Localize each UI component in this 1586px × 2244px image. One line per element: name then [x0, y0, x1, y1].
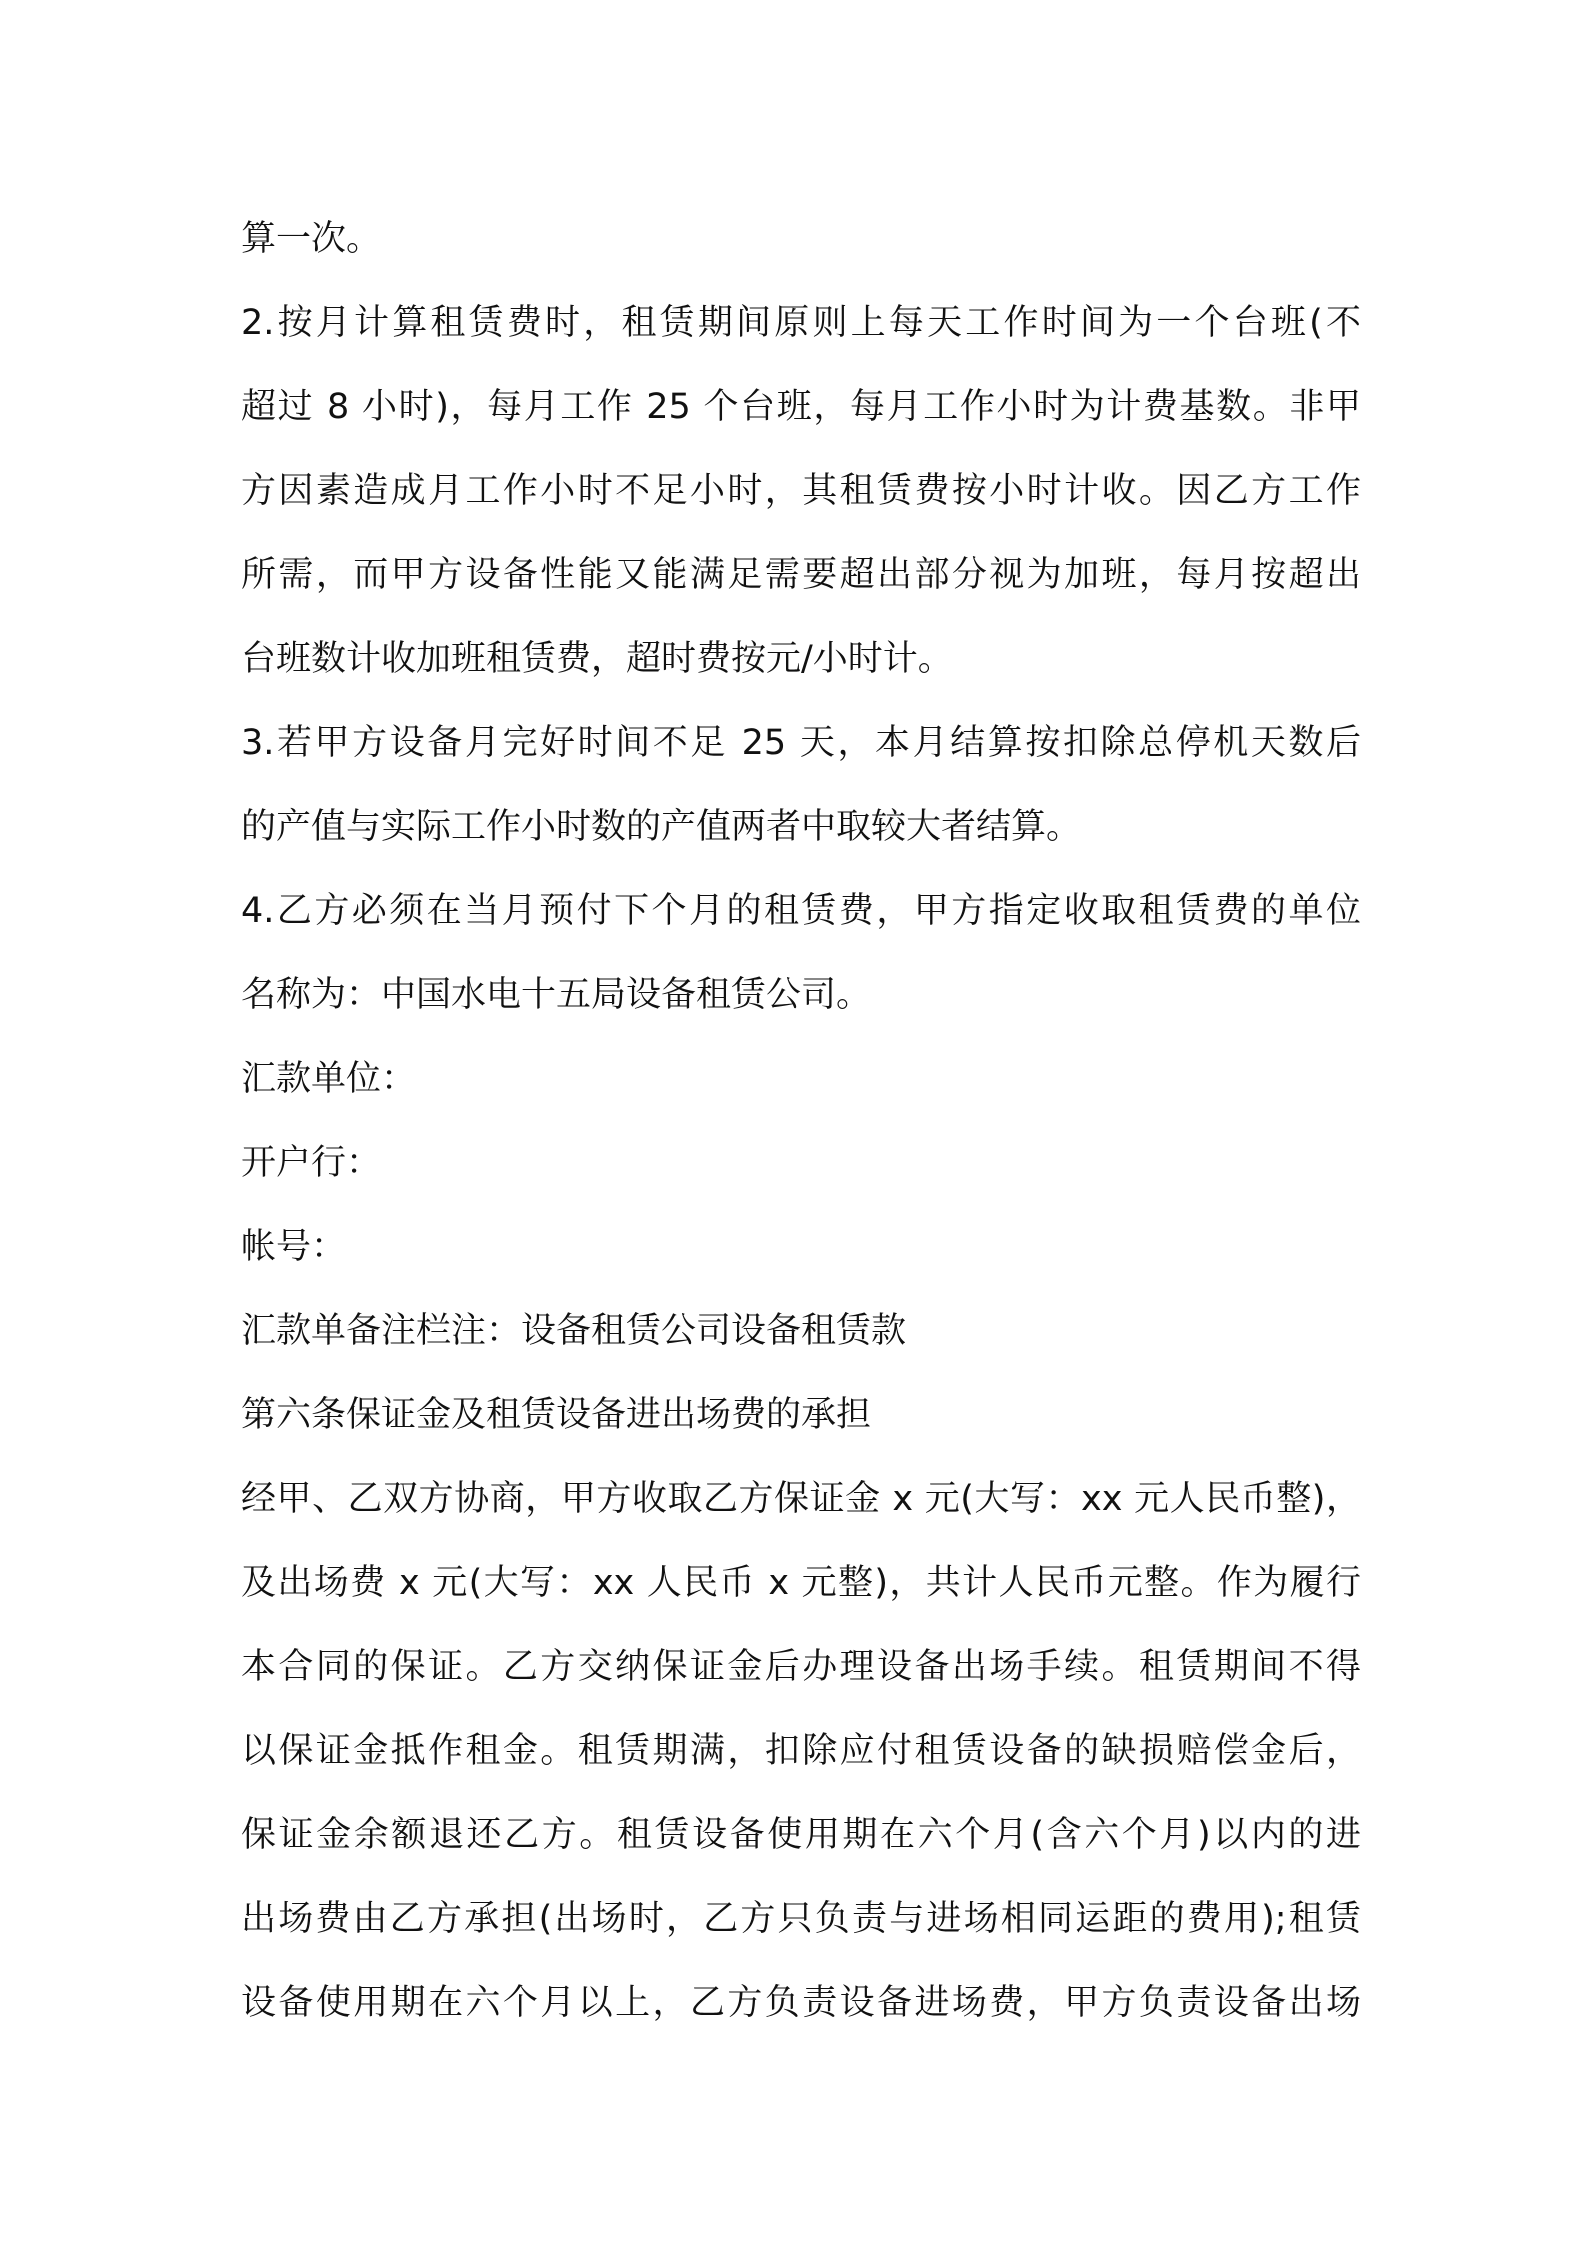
- text-line: 汇款单位：: [241, 1059, 417, 1099]
- text-line: 本合同的保证。乙方交纳保证金后办理设备出场手续。租赁期间不得: [241, 1647, 1361, 1687]
- text-line: 2.按月计算租赁费时，租赁期间原则上每天工作时间为一个台班(不: [241, 303, 1361, 343]
- text-line: 出场费由乙方承担(出场时，乙方只负责与进场相同运距的费用);租赁: [241, 1899, 1361, 1939]
- text-line: 4.乙方必须在当月预付下个月的租赁费，甲方指定收取租赁费的单位: [241, 891, 1361, 931]
- text-line: 方因素造成月工作小时不足小时，其租赁费按小时计收。因乙方工作: [241, 471, 1361, 511]
- text-line: 汇款单备注栏注：设备租赁公司设备租赁款: [241, 1311, 907, 1351]
- text-line: 经甲、乙双方协商，甲方收取乙方保证金 x 元(大写：xx 元人民币整)，: [241, 1479, 1361, 1519]
- text-line: 帐号：: [241, 1227, 347, 1267]
- text-line: 保证金余额退还乙方。租赁设备使用期在六个月(含六个月)以内的进: [241, 1815, 1361, 1855]
- text-line: 台班数计收加班租赁费，超时费按元/小时计。: [241, 639, 953, 679]
- text-line: 算一次。: [241, 219, 382, 259]
- text-line: 名称为：中国水电十五局设备租赁公司。: [241, 975, 872, 1015]
- text-line: 开户行：: [241, 1143, 382, 1183]
- text-line: 3.若甲方设备月完好时间不足 25 天，本月结算按扣除总停机天数后: [241, 723, 1361, 763]
- text-line: 及出场费 x 元(大写：xx 人民币 x 元整)，共计人民币元整。作为履行: [241, 1563, 1361, 1603]
- text-line: 的产值与实际工作小时数的产值两者中取较大者结算。: [241, 807, 1082, 847]
- text-line: 超过 8 小时)，每月工作 25 个台班，每月工作小时为计费基数。非甲: [241, 387, 1361, 427]
- text-line: 所需，而甲方设备性能又能满足需要超出部分视为加班，每月按超出: [241, 555, 1361, 595]
- document-body: [241, 197, 1361, 2045]
- text-line: 以保证金抵作租金。租赁期满，扣除应付租赁设备的缺损赔偿金后，: [241, 1731, 1361, 1771]
- text-line: 设备使用期在六个月以上，乙方负责设备进场费，甲方负责设备出场: [241, 1983, 1361, 2023]
- section-heading: 第六条保证金及租赁设备进出场费的承担: [241, 1395, 872, 1435]
